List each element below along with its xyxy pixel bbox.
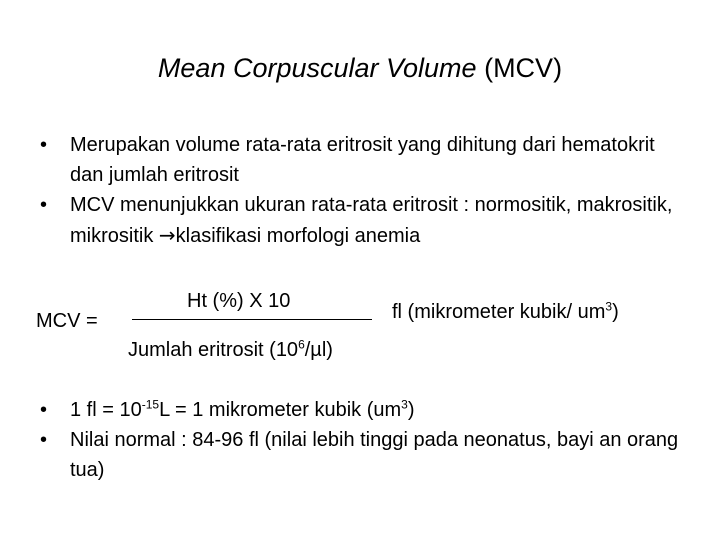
bullet-dot: • [40,134,48,156]
formula-unit [392,298,619,326]
bullet-dot: • [40,399,48,421]
denominator-exponent: 6 [298,337,305,352]
formula-denominator [128,336,333,364]
bullet-text: Merupakan volume rata-rata eritrosit yang dihitung dari hematokrit dan jumlah eritrosit [70,134,655,186]
unit-exponent: 3 [605,299,613,314]
title-italic: Mean Corpuscular Volume [157,53,477,83]
bullet-text: MCV menunjukkan ukuran rata-rata eritrosit : normositik, makrositik, mikrositik [70,194,673,247]
title-plain: (MCV) [476,53,563,83]
unit-pre: fl (mikrometer kubik/ um [392,301,606,323]
unit-post: ) [612,301,619,323]
bullet-item [40,395,690,425]
conversion-part-1: 1 fl = 10 [70,399,142,421]
right-arrow-icon: → [158,223,176,247]
bullet-item [40,425,690,485]
bottom-bullet-list [40,395,690,485]
fraction-line [132,319,372,320]
bullet-dot: • [40,429,48,451]
bullet-text-after-arrow: klasifikasi morfologi anemia [175,225,421,247]
denominator-post: /µl) [304,339,333,361]
formula-numerator: Ht (%) X 10 [187,290,291,312]
formula-lhs: MCV = [36,310,98,332]
bullet-dot: • [40,194,48,216]
bullet-text: Nilai normal : 84-96 fl (nilai lebih tinggi pada neonatus, bayi an orang tua) [70,429,679,481]
denominator-pre: Jumlah eritrosit (10 [128,339,299,361]
conversion-part-3: ) [407,399,415,421]
conversion-exponent-1: -15 [141,397,160,412]
conversion-exponent-2: 3 [401,397,408,412]
conversion-part-2: L = 1 mikrometer kubik (um [159,399,402,421]
